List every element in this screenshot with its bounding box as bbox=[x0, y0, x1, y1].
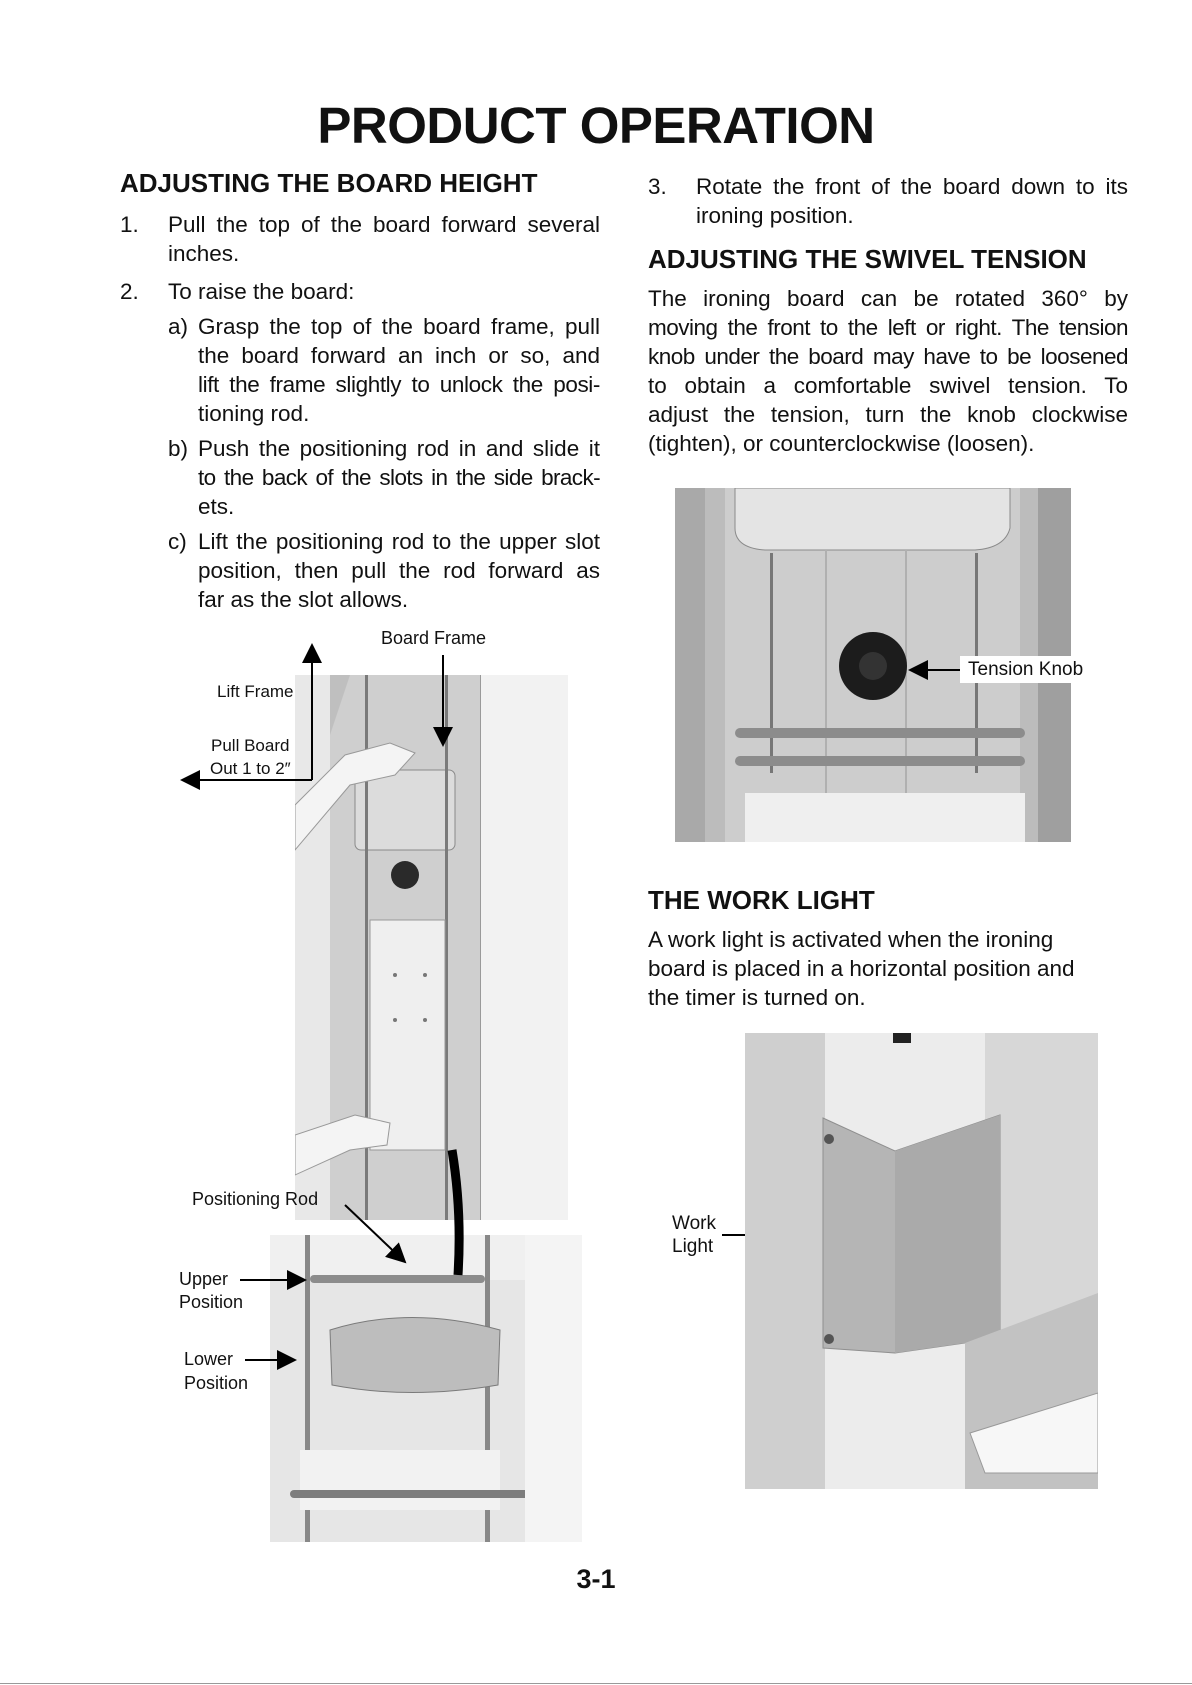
swivel-line-2: moving the front to the left or right. The tension bbox=[648, 315, 1128, 340]
step-3-number: 3. bbox=[648, 174, 667, 199]
sub-step-c-letter: c) bbox=[168, 529, 187, 554]
label-upper-2: Position bbox=[179, 1292, 244, 1312]
step-3-line-2: ironing position. bbox=[696, 203, 854, 228]
step-2-text: To raise the board: bbox=[168, 279, 355, 304]
step-2-number: 2. bbox=[120, 279, 139, 304]
heading-work-light: THE WORK LIGHT bbox=[648, 885, 875, 915]
step-1-number: 1. bbox=[120, 212, 139, 237]
sub-c-line-2: position, then pull the rod forward as bbox=[198, 558, 600, 583]
page-title: PRODUCT OPERATION bbox=[317, 97, 875, 154]
sub-step-a-letter: a) bbox=[168, 314, 189, 339]
step-1-line-2: inches. bbox=[168, 241, 240, 266]
label-pull-board-1: Pull Board bbox=[211, 736, 290, 755]
sub-step-b-letter: b) bbox=[168, 436, 189, 461]
label-upper-1: Upper bbox=[179, 1269, 229, 1289]
sub-a-line-2: the board forward an inch or so, and bbox=[198, 343, 600, 368]
label-tension-knob: Tension Knob bbox=[960, 656, 1091, 683]
heading-board-height: ADJUSTING THE BOARD HEIGHT bbox=[120, 168, 538, 198]
swivel-line-6: (tighten), or counterclockwise (loosen). bbox=[648, 431, 1035, 456]
work-light-line-1: A work light is activated when the ironing bbox=[648, 927, 1054, 952]
sub-b-line-1: Push the positioning rod in and slide it bbox=[198, 436, 600, 461]
sub-a-line-3: lift the frame slightly to unlock the posi- bbox=[198, 372, 600, 397]
sub-a-line-1: Grasp the top of the board frame, pull bbox=[198, 314, 600, 339]
label-pull-board-2: Out 1 to 2″ bbox=[210, 759, 291, 778]
label-lower-2: Position bbox=[184, 1373, 249, 1393]
label-board-frame: Board Frame bbox=[381, 628, 487, 648]
sub-c-line-3: far as the slot allows. bbox=[198, 587, 409, 612]
label-work-light-1: Work bbox=[672, 1213, 716, 1234]
work-light-line-3: the timer is turned on. bbox=[648, 985, 866, 1010]
bottom-rule bbox=[0, 1683, 1192, 1684]
sub-b-line-2: to the back of the slots in the side brack- bbox=[198, 465, 600, 490]
swivel-line-5: adjust the tension, turn the knob clockwise bbox=[648, 402, 1128, 427]
work-light-line-2: board is placed in a horizontal position and bbox=[648, 956, 1075, 981]
step-1-line-1: Pull the top of the board forward several bbox=[168, 212, 600, 237]
page-number: 3-1 bbox=[576, 1564, 616, 1594]
label-lift-frame: Lift Frame bbox=[217, 682, 294, 701]
sub-c-line-1: Lift the positioning rod to the upper slot bbox=[198, 529, 600, 554]
sub-a-line-4: tioning rod. bbox=[198, 401, 310, 426]
label-lower-1: Lower bbox=[184, 1349, 234, 1369]
sub-b-line-3: ets. bbox=[198, 494, 235, 519]
swivel-line-3: knob under the board may have to be loosened bbox=[648, 344, 1128, 369]
work-light-paragraph bbox=[648, 925, 1128, 1012]
label-positioning-rod: Positioning Rod bbox=[192, 1189, 319, 1209]
work-light-photo bbox=[745, 1033, 1098, 1489]
swivel-line-4: to obtain a comfortable swivel tension. To bbox=[648, 373, 1128, 398]
heading-swivel-tension: ADJUSTING THE SWIVEL TENSION bbox=[648, 244, 1087, 274]
step-3-line-1: Rotate the front of the board down to its bbox=[696, 174, 1128, 199]
label-work-light-2: Light bbox=[672, 1236, 714, 1257]
swivel-line-1: The ironing board can be rotated 360° by bbox=[648, 286, 1128, 311]
